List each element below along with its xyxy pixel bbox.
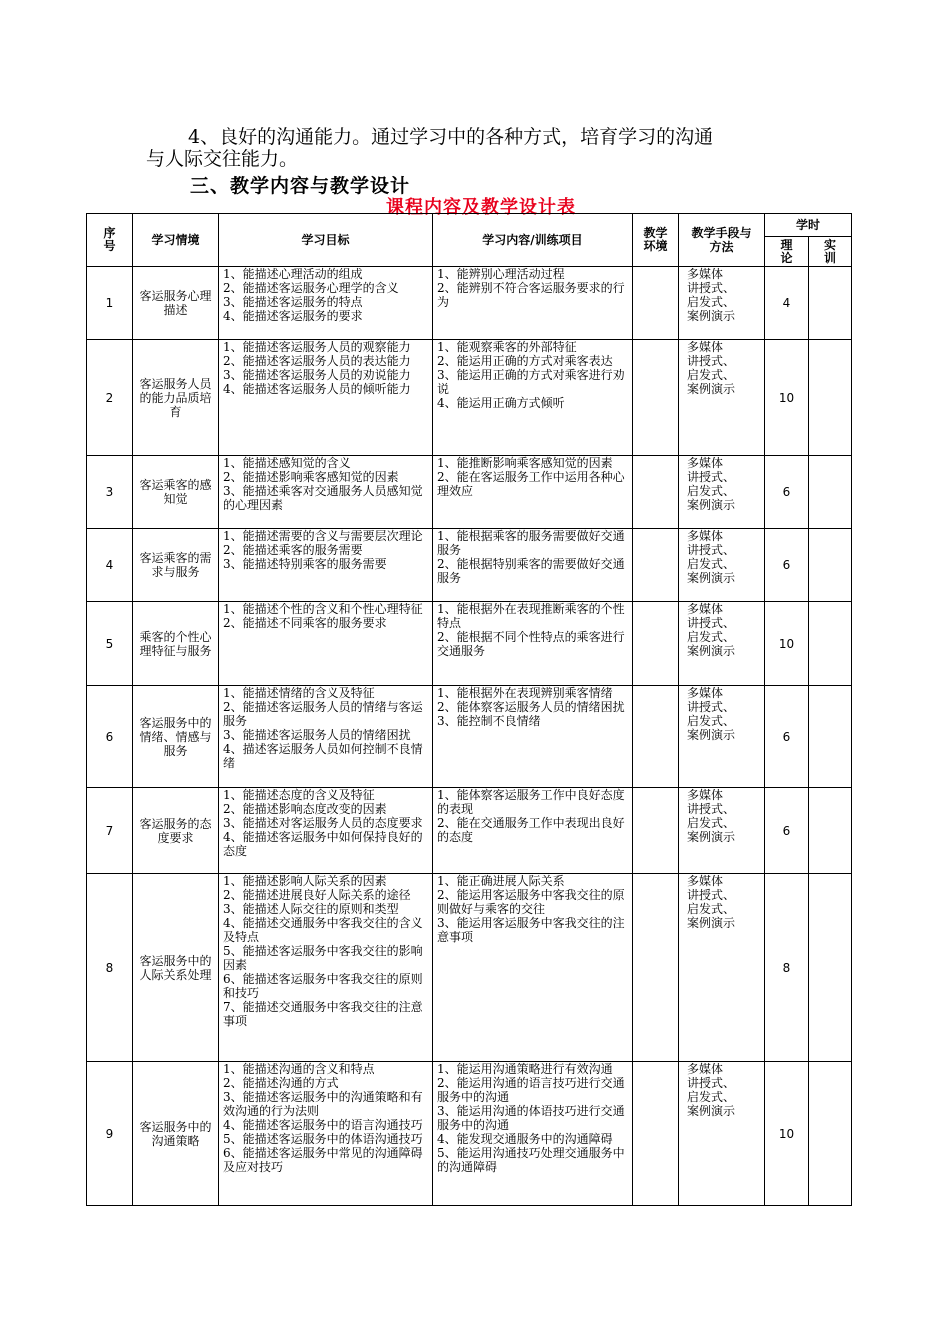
row-index: 6 (87, 686, 133, 788)
header-theory: 理论 (765, 237, 809, 267)
teaching-methods (679, 529, 765, 602)
learning-objectives-line: 5、能描述客运服务中客我交往的影响因素 (223, 944, 423, 972)
learning-objectives-line: 7、能描述交通服务中客我交往的注意事项 (223, 1000, 423, 1028)
learning-content-line: 1、能根据外在表现辨别乘客情绪 (437, 686, 613, 700)
learning-objectives-line: 1、能描述沟通的含义和特点 (223, 1062, 375, 1076)
learning-objectives-line: 1、能描述情绪的含义及特征 (223, 686, 375, 700)
header-content: 学习内容/训练项目 (433, 214, 633, 267)
teaching-methods-line: 启发式、 (687, 630, 736, 644)
table-row (87, 340, 852, 456)
teaching-methods-line: 案例演示 (687, 916, 736, 930)
learning-content-line: 2、能在交通服务工作中表现出良好的态度 (437, 816, 625, 844)
learning-situation: 客运服务中的情绪、情感与服务 (133, 686, 219, 788)
hours-practice (809, 874, 852, 1062)
hours-practice (809, 529, 852, 602)
teaching-methods-line: 案例演示 (687, 644, 736, 658)
table-row (87, 788, 852, 874)
learning-objectives-line: 3、能描述对客运服务人员的态度要求 (223, 816, 423, 830)
learning-content (433, 788, 633, 874)
hours-theory: 6 (765, 788, 809, 874)
learning-objectives-line: 1、能描述心理活动的组成 (223, 267, 363, 281)
learning-content (433, 1062, 633, 1206)
learning-objectives (219, 529, 433, 602)
teaching-methods-line: 多媒体 (687, 788, 724, 802)
teaching-environment (633, 686, 679, 788)
header-objectives: 学习目标 (219, 214, 433, 267)
hours-theory: 10 (765, 340, 809, 456)
teaching-methods (679, 456, 765, 529)
learning-objectives-line: 1、能描述客运服务人员的观察能力 (223, 340, 411, 354)
hours-practice (809, 788, 852, 874)
learning-content (433, 602, 633, 686)
hours-practice (809, 686, 852, 788)
hours-theory: 4 (765, 267, 809, 340)
teaching-methods (679, 602, 765, 686)
teaching-methods-line: 启发式、 (687, 902, 736, 916)
learning-objectives (219, 788, 433, 874)
learning-content (433, 267, 633, 340)
table-row (87, 529, 852, 602)
teaching-methods-line: 启发式、 (687, 714, 736, 728)
learning-situation: 客运服务的态度要求 (133, 788, 219, 874)
learning-situation: 客运服务中的人际关系处理 (133, 874, 219, 1062)
row-index: 4 (87, 529, 133, 602)
row-index: 8 (87, 874, 133, 1062)
teaching-environment (633, 340, 679, 456)
row-index: 3 (87, 456, 133, 529)
learning-content-line: 2、能运用沟通的语言技巧进行交通服务中的沟通 (437, 1076, 625, 1104)
teaching-methods-line: 案例演示 (687, 1104, 736, 1118)
learning-content-line: 1、能正确进展人际关系 (437, 874, 565, 888)
learning-objectives-line: 1、能描述影响人际关系的因素 (223, 874, 387, 888)
section-heading: 三、教学内容与教学设计 (190, 175, 411, 197)
learning-objectives (219, 686, 433, 788)
teaching-methods-line: 案例演示 (687, 571, 736, 585)
teaching-environment (633, 267, 679, 340)
learning-objectives-line: 6、能描述客运服务中常见的沟通障碍及应对技巧 (223, 1146, 423, 1174)
learning-objectives (219, 874, 433, 1062)
learning-content-line: 1、能根据乘客的服务需要做好交通服务 (437, 529, 625, 557)
table-row (87, 602, 852, 686)
teaching-methods-line: 多媒体 (687, 686, 724, 700)
learning-content-line: 2、能运用正确的方式对乘客表达 (437, 354, 613, 368)
learning-content-line: 1、能推断影响乘客感知觉的因素 (437, 456, 613, 470)
teaching-methods-line: 多媒体 (687, 529, 724, 543)
teaching-methods-line: 案例演示 (687, 498, 736, 512)
teaching-methods-line: 讲授式、 (687, 470, 736, 484)
learning-objectives-line: 3、能描述客运服务人员的劝说能力 (223, 368, 411, 382)
hours-practice (809, 1062, 852, 1206)
hours-theory: 10 (765, 1062, 809, 1206)
learning-content-line: 2、能体察客运服务人员的情绪困扰 (437, 700, 625, 714)
learning-objectives-line: 4、能描述客运服务中的语言沟通技巧 (223, 1118, 423, 1132)
learning-objectives (219, 340, 433, 456)
teaching-methods-line: 多媒体 (687, 602, 724, 616)
teaching-methods-line: 启发式、 (687, 484, 736, 498)
teaching-environment (633, 1062, 679, 1206)
paragraph-line-1: 4、良好的沟通能力。通过学习中的各种方式，培育学习的沟通 (188, 126, 714, 148)
learning-situation: 乘客的个性心理特征与服务 (133, 602, 219, 686)
hours-practice (809, 602, 852, 686)
learning-objectives-line: 3、能描述特别乘客的服务需要 (223, 557, 387, 571)
teaching-methods-line: 多媒体 (687, 456, 724, 470)
table-row (87, 267, 852, 340)
teaching-methods (679, 1062, 765, 1206)
hours-theory: 6 (765, 456, 809, 529)
learning-objectives (219, 1062, 433, 1206)
row-index: 1 (87, 267, 133, 340)
table-row (87, 874, 852, 1062)
learning-content-line: 3、能运用客运服务中客我交往的注意事项 (437, 916, 625, 944)
learning-objectives-line: 5、能描述客运服务中的体语沟通技巧 (223, 1132, 423, 1146)
learning-content (433, 874, 633, 1062)
learning-objectives (219, 602, 433, 686)
learning-objectives-line: 3、能描述客运服务的特点 (223, 295, 363, 309)
teaching-environment (633, 788, 679, 874)
learning-content-line: 1、能辨别心理活动过程 (437, 267, 565, 281)
header-practice: 实训 (809, 237, 852, 267)
teaching-methods-line: 启发式、 (687, 295, 736, 309)
learning-objectives-line: 3、能描述乘客对交通服务人员感知觉的心理因素 (223, 484, 423, 512)
hours-practice (809, 456, 852, 529)
header-hours: 学时 (765, 214, 852, 237)
hours-theory: 8 (765, 874, 809, 1062)
teaching-methods-line: 讲授式、 (687, 281, 736, 295)
header-situation: 学习情境 (133, 214, 219, 267)
learning-objectives-line: 4、能描述客运服务中如何保持良好的态度 (223, 830, 423, 858)
learning-content-line: 3、能控制不良情绪 (437, 714, 541, 728)
teaching-methods-line: 多媒体 (687, 340, 724, 354)
learning-objectives-line: 2、能描述乘客的服务需要 (223, 543, 363, 557)
table-title: 课程内容及教学设计表 (386, 197, 576, 218)
teaching-methods-line: 案例演示 (687, 728, 736, 742)
teaching-methods (679, 874, 765, 1062)
teaching-methods-line: 案例演示 (687, 830, 736, 844)
learning-objectives-line: 1、能描述需要的含义与需要层次理论 (223, 529, 423, 543)
teaching-methods-line: 讲授式、 (687, 543, 736, 557)
learning-situation: 客运服务心理描述 (133, 267, 219, 340)
row-index: 7 (87, 788, 133, 874)
learning-objectives-line: 2、能描述客运服务心理学的含义 (223, 281, 399, 295)
learning-situation: 客运乘客的需求与服务 (133, 529, 219, 602)
teaching-methods-line: 案例演示 (687, 309, 736, 323)
table-body (87, 267, 852, 1206)
learning-content (433, 686, 633, 788)
learning-content-line: 1、能观察乘客的外部特征 (437, 340, 577, 354)
learning-objectives-line: 6、能描述客运服务中客我交往的原则和技巧 (223, 972, 423, 1000)
learning-content-line: 1、能运用沟通策略进行有效沟通 (437, 1062, 613, 1076)
teaching-methods-line: 讲授式、 (687, 700, 736, 714)
teaching-methods (679, 267, 765, 340)
learning-situation: 客运乘客的感知觉 (133, 456, 219, 529)
row-index: 5 (87, 602, 133, 686)
learning-content (433, 340, 633, 456)
hours-theory: 6 (765, 529, 809, 602)
teaching-methods (679, 340, 765, 456)
learning-objectives (219, 267, 433, 340)
teaching-methods-line: 讲授式、 (687, 616, 736, 630)
learning-objectives-line: 2、能描述影响乘客感知觉的因素 (223, 470, 399, 484)
learning-content (433, 456, 633, 529)
learning-content-line: 4、能运用正确方式倾听 (437, 396, 565, 410)
teaching-methods-line: 讲授式、 (687, 802, 736, 816)
hours-theory: 10 (765, 602, 809, 686)
teaching-methods-line: 讲授式、 (687, 354, 736, 368)
learning-objectives-line: 3、能描述客运服务人员的情绪困扰 (223, 728, 411, 742)
learning-content-line: 2、能运用客运服务中客我交往的原则做好与乘客的交往 (437, 888, 625, 916)
row-index: 9 (87, 1062, 133, 1206)
learning-objectives-line: 2、能描述沟通的方式 (223, 1076, 339, 1090)
learning-objectives-line: 2、能描述进展良好人际关系的途径 (223, 888, 411, 902)
learning-objectives-line: 2、能描述影响态度改变的因素 (223, 802, 387, 816)
table-row (87, 686, 852, 788)
course-design-table (86, 213, 852, 1206)
learning-content-line: 1、能体察客运服务工作中良好态度的表现 (437, 788, 625, 816)
hours-practice (809, 340, 852, 456)
table-row (87, 456, 852, 529)
learning-objectives-line: 4、能描述客运服务人员的倾听能力 (223, 382, 411, 396)
table-row (87, 1062, 852, 1206)
learning-objectives-line: 2、能描述客运服务人员的情绪与客运服务 (223, 700, 423, 728)
learning-content-line: 2、能辨别不符合客运服务要求的行为 (437, 281, 625, 309)
learning-content-line: 3、能运用正确的方式对乘客进行劝说 (437, 368, 625, 396)
learning-objectives-line: 3、能描述客运服务中的沟通策略和有效沟通的行为法则 (223, 1090, 423, 1118)
learning-objectives-line: 1、能描述感知觉的含义 (223, 456, 351, 470)
teaching-methods (679, 686, 765, 788)
learning-situation: 客运服务中的沟通策略 (133, 1062, 219, 1206)
paragraph-line-2: 与人际交往能力。 (146, 148, 299, 170)
teaching-methods-line: 多媒体 (687, 874, 724, 888)
teaching-environment (633, 602, 679, 686)
learning-objectives-line: 1、能描述态度的含义及特征 (223, 788, 375, 802)
learning-content-line: 2、能根据特别乘客的需要做好交通服务 (437, 557, 625, 585)
learning-objectives-line: 3、能描述人际交往的原则和类型 (223, 902, 399, 916)
learning-objectives-line: 4、描述客运服务人员如何控制不良情绪 (223, 742, 423, 770)
learning-objectives (219, 456, 433, 529)
intro-paragraph (146, 126, 826, 170)
teaching-methods-line: 讲授式、 (687, 1076, 736, 1090)
teaching-methods-line: 多媒体 (687, 267, 724, 281)
teaching-methods-line: 启发式、 (687, 557, 736, 571)
learning-objectives-line: 1、能描述个性的含义和个性心理特征 (223, 602, 423, 616)
learning-content (433, 529, 633, 602)
learning-content-line: 5、能运用沟通技巧处理交通服务中的沟通障碍 (437, 1146, 625, 1174)
teaching-environment (633, 456, 679, 529)
header-methods: 教学手段与方法 (679, 214, 765, 267)
row-index: 2 (87, 340, 133, 456)
teaching-environment (633, 529, 679, 602)
teaching-methods-line: 案例演示 (687, 382, 736, 396)
hours-practice (809, 267, 852, 340)
header-index: 序号 (87, 214, 133, 267)
header-environment: 教学环境 (633, 214, 679, 267)
teaching-methods-line: 启发式、 (687, 816, 736, 830)
learning-objectives-line: 4、能描述客运服务的要求 (223, 309, 363, 323)
teaching-methods-line: 讲授式、 (687, 888, 736, 902)
learning-objectives-line: 4、能描述交通服务中客我交往的含义及特点 (223, 916, 423, 944)
teaching-methods (679, 788, 765, 874)
learning-content-line: 1、能根据外在表现推断乘客的个性特点 (437, 602, 625, 630)
teaching-methods-line: 多媒体 (687, 1062, 724, 1076)
learning-content-line: 2、能根据不同个性特点的乘客进行交通服务 (437, 630, 625, 658)
hours-theory: 6 (765, 686, 809, 788)
learning-situation: 客运服务人员的能力品质培育 (133, 340, 219, 456)
teaching-environment (633, 874, 679, 1062)
teaching-methods-line: 启发式、 (687, 368, 736, 382)
learning-objectives-line: 2、能描述客运服务人员的表达能力 (223, 354, 411, 368)
teaching-methods-line: 启发式、 (687, 1090, 736, 1104)
learning-content-line: 2、能在客运服务工作中运用各种心理效应 (437, 470, 625, 498)
learning-objectives-line: 2、能描述不同乘客的服务要求 (223, 616, 387, 630)
learning-content-line: 3、能运用沟通的体语技巧进行交通服务中的沟通 (437, 1104, 625, 1132)
learning-content-line: 4、能发现交通服务中的沟通障碍 (437, 1132, 613, 1146)
